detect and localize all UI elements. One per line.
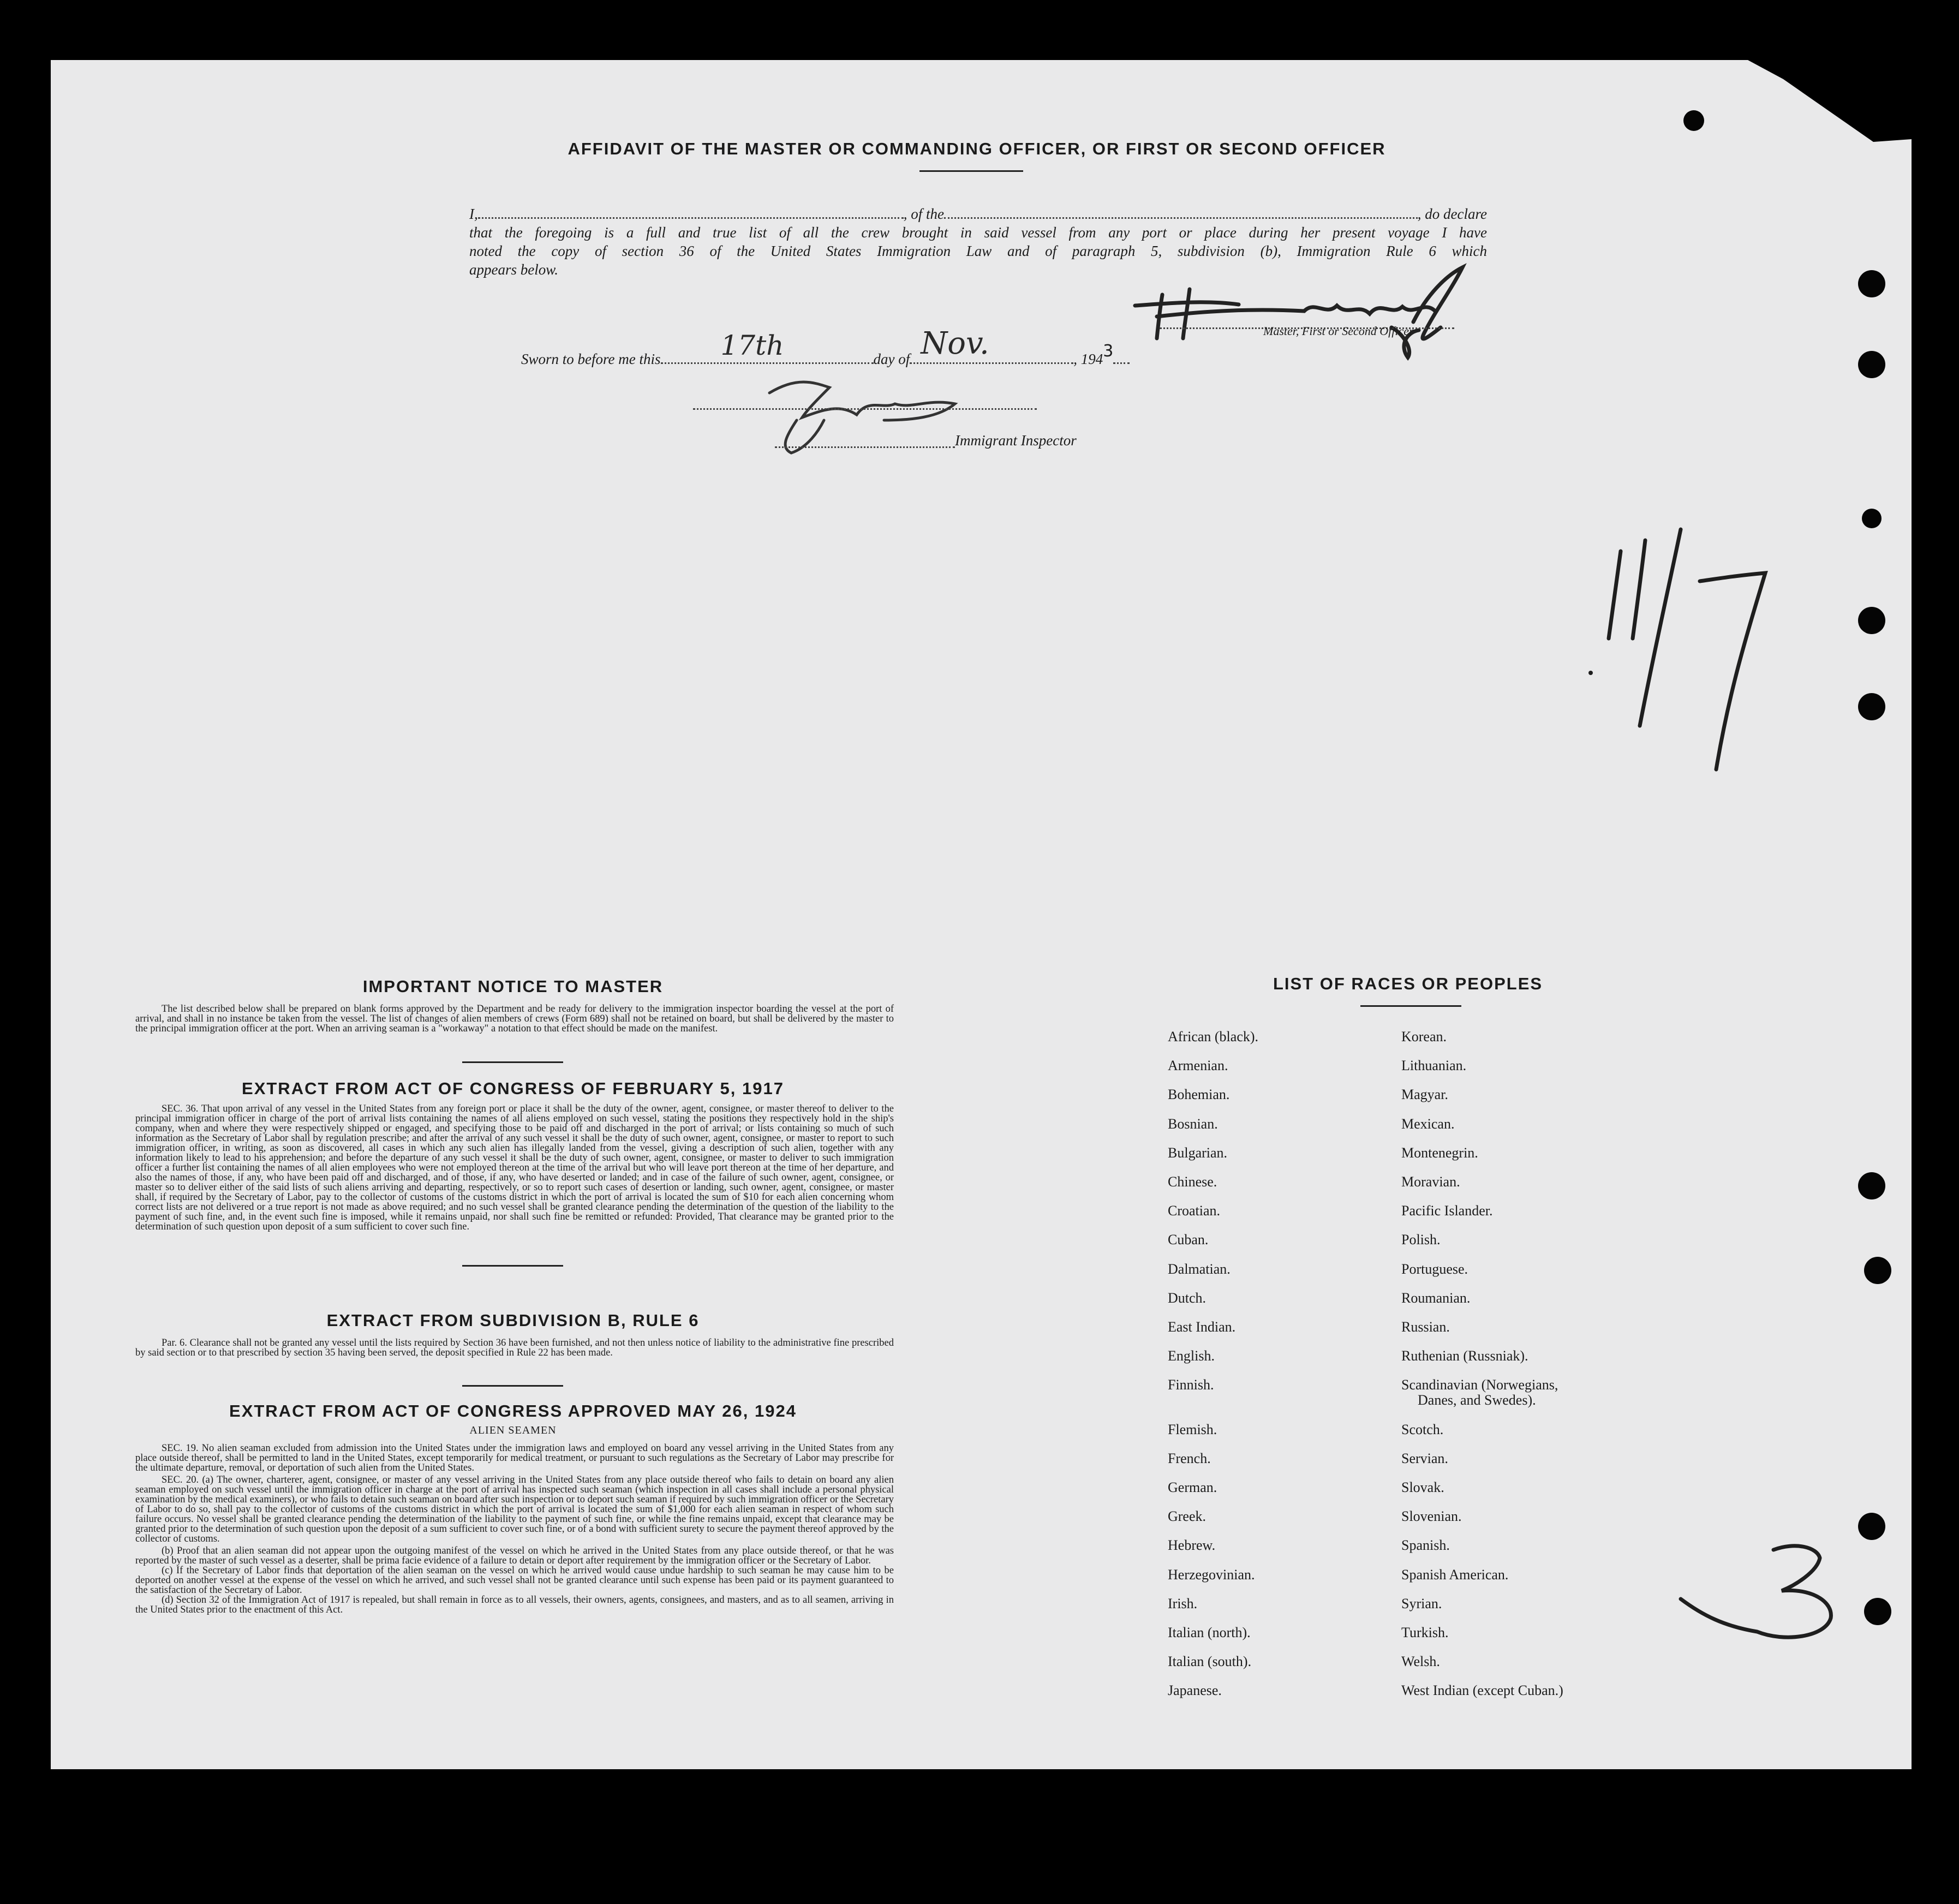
race-item: Polish. — [1401, 1232, 1441, 1248]
race-item: Greek. — [1168, 1508, 1207, 1525]
race-item: Bohemian. — [1168, 1087, 1230, 1103]
extract-1924-title: EXTRACT FROM ACT OF CONGRESS APPROVED MAY 26, 1924 — [229, 1401, 797, 1420]
extract-1917-body — [135, 1104, 894, 1232]
race-item: Hebrew. — [1168, 1537, 1216, 1554]
race-item: Cuban. — [1168, 1232, 1209, 1248]
inspector-label: Immigrant Inspector — [955, 432, 1077, 449]
punch-hole — [1858, 607, 1885, 634]
extract-1924-sec20b: (b) Proof that an alien seaman did not appear upon the outgoing manifest of the vessel on which he arrived in the United States from any place outside thereof, or that he was reported by the master of such vessel as a deserter, shall be prima facie evidence of a failure to detain or deport after requirement by the immigration officer or the Secretary of Labor. — [135, 1545, 894, 1566]
extract-1924-sec20d: (d) Section 32 of the Immigration Act of 1917 is repealed, but shall remain in force as to all vessels, their owners, agents, consignees, and masters, and as to all seamen, arriving in the United States prior to the enactment of this Act. — [135, 1595, 894, 1615]
notice-title: IMPORTANT NOTICE TO MASTER — [362, 977, 664, 996]
race-item: Italian (north). — [1168, 1625, 1251, 1640]
subdiv-b-par6: Par. 6. Clearance shall not be granted any vessel until the lists required by Section 36 have been furnished, and not then unless notice of liability to the administrative fine prescribed by said section or to that prescribed by section 35 having been served, the deposit specified in Rule 22 has been made. — [135, 1338, 894, 1358]
handwritten-page-number — [1670, 1533, 1855, 1654]
race-item: Slovak. — [1401, 1479, 1444, 1495]
punch-hole — [1862, 509, 1882, 528]
race-item: Mexican. — [1401, 1115, 1455, 1132]
declaration-do-declare: , do declare — [1417, 206, 1487, 222]
race-item: Dutch. — [1168, 1290, 1207, 1306]
races-title: LIST OF RACES OR PEOPLES — [1273, 974, 1543, 993]
declaration-i: I, — [469, 206, 478, 222]
punch-hole — [1858, 1513, 1885, 1540]
race-item: Korean. — [1401, 1029, 1447, 1044]
punch-hole — [1864, 1257, 1891, 1284]
race-item: Spanish American. — [1401, 1566, 1509, 1583]
extract-1924-sec20a: SEC. 20. (a) The owner, charterer, agent, consignee, or master of any vessel arriving in the United States from any place outside thereof who fails to detain on board any alien seaman employed on such vessel until the immigration officer in charge at the port of arrival has inspected such seaman (which inspection in all cases shall include a personal physical examination by the medical examiners), or who fails to detain such seaman on board after such inspection or to deport such seaman if required by such immigration officer or the Secretary of Labor to do so, shall pay to the collector of customs of the customs district in which the port of arrival is located the sum of $1,000 for each alien seaman in respect of whom such failure occurs. No vessel shall be granted clearance pending the determination of the liability to the payment of such fine, or while the fine remains unpaid, except that clearance may be granted prior to the determination of such question upon the deposit of a sum sufficient to cover such fine, or of a bond with sufficient surety to secure the payment thereof approved by the collector of customs. — [135, 1475, 894, 1544]
punch-hole — [1864, 1598, 1891, 1625]
divider — [462, 1061, 563, 1063]
declaration-line-1 — [469, 205, 1487, 223]
month-blank — [910, 326, 1073, 364]
signature-scribble — [1130, 256, 1501, 366]
master-signature — [1130, 256, 1501, 366]
race-item: Russian. — [1401, 1319, 1450, 1335]
extract-1924-body — [135, 1443, 894, 1615]
race-item: Japanese. — [1168, 1682, 1222, 1699]
race-item: Turkish. — [1401, 1625, 1449, 1640]
day-blank — [661, 330, 874, 364]
race-item: Armenian. — [1168, 1058, 1228, 1074]
race-item: Scandinavian (Norwegians, — [1401, 1377, 1558, 1393]
race-item: West Indian (except Cuban.) — [1401, 1682, 1563, 1699]
divider — [462, 1265, 563, 1267]
race-item: Moravian. — [1401, 1174, 1460, 1190]
race-item: Scotch. — [1401, 1421, 1444, 1437]
race-item: French. — [1168, 1450, 1211, 1466]
declaration-line-4: appears below. — [469, 261, 558, 278]
punch-hole — [1858, 1172, 1885, 1199]
race-item: Chinese. — [1168, 1174, 1217, 1190]
race-item: Slovenian. — [1401, 1508, 1462, 1525]
subdiv-b-title: EXTRACT FROM SUBDIVISION B, RULE 6 — [326, 1311, 700, 1330]
extract-1924-subtitle: ALIEN SEAMEN — [469, 1424, 557, 1436]
race-item: Pacific Islander. — [1401, 1203, 1493, 1219]
punch-hole — [1858, 693, 1885, 720]
race-item: East Indian. — [1168, 1319, 1236, 1335]
race-item: Danes, and Swedes). — [1418, 1392, 1536, 1408]
race-item: Flemish. — [1168, 1421, 1217, 1437]
extract-1917-sec36: SEC. 36. That upon arrival of any vessel in the United States from any foreign port or place it shall be the duty of the owner, agent, consignee, or master thereof to deliver to the principal immigration officer in charge of the port of arrival lists containing the names of all aliens employed on such vessel, stating the positions they respectively hold in the ship's company, when and where they were respectively shipped or engaged, and specifying those to be paid off and discharged in the port of arrival; or lists containing so much of such information as the Secretary of Labor shall by regulation prescribe; and after the arrival of any such vessel it shall be the duty of such owner, agent, consignee, or master to report to such immigration officer, in writing, as soon as discovered, all cases in which any such alien has illegally landed from the vessel, giving a description of such alien, together with any information likely to lead to his apprehension; and before the departure of any such vessel it shall be the duty of such owner, agent, consignee, or master to deliver to such immigration officer a further list containing the names of all alien employees who were not employed thereon at the time of the arrival but who will leave port thereon at the time of her departure, and also the names of those, if any, who have been paid off and discharged, and of those, if any, who have deserted or landed; and in case of the failure of such owner, agent, consignee, or master so to deliver either of the said lists of such aliens arriving and departing, respectively, or so to report such cases of desertion or landing, such owner, agent, consignee, or master shall, if required by the Secretary of Labor, pay to the collector of customs of the customs district in which the port of arrival is located the sum of $10 for each alien concerning whom correct lists are not delivered or a true report is not made as above required; and no such vessel shall be granted clearance pending the determination of the question of the liability to the payment of such fine, and, in the event such fine is imposed, while it remains unpaid, nor shall such fine be remitted or refunded: Provided, That clearance may be granted prior to the determination of such question upon deposit of a sum sufficient to cover such fine. — [135, 1103, 894, 1232]
race-item: Finnish. — [1168, 1377, 1214, 1393]
divider — [919, 170, 1023, 172]
race-item: Italian (south). — [1168, 1654, 1252, 1670]
declaration-line-2: that the foregoing is a full and true list of all the crew brought in said vessel from any port or place during her present voyage I have — [469, 224, 1487, 241]
inspector-line-2 — [775, 446, 955, 448]
year-blank — [1113, 362, 1130, 364]
divider — [462, 1385, 563, 1387]
divider — [1360, 1005, 1461, 1007]
race-item: Dalmatian. — [1168, 1261, 1231, 1277]
race-item: Servian. — [1401, 1450, 1448, 1466]
handwritten-date — [1582, 518, 1779, 775]
race-item: Montenegrin. — [1401, 1144, 1478, 1161]
race-item: Herzegovinian. — [1168, 1566, 1255, 1583]
sworn-prefix: Sworn to before me this — [521, 351, 661, 367]
notice-text: The list described below shall be prepared on blank forms approved by the Department and be ready for delivery to the immigration inspector boarding the vessel at the port of arrival, and shall in no instance be taken from the vessel. The list of changes of alien members of crews (Form 689) shall not be retained on board, but shall be delivered by the master to the principal immigration officer at the port. When an arriving seaman is a "workaway" a notation to that effect should be made on the manifest. — [135, 1004, 894, 1034]
extract-1917-title: EXTRACT FROM ACT OF CONGRESS OF FEBRUARY 5, 1917 — [242, 1079, 784, 1098]
inspector-scribble — [748, 366, 977, 458]
race-item: Bosnian. — [1168, 1115, 1218, 1132]
race-item: African (black). — [1168, 1029, 1259, 1044]
punch-hole — [1858, 270, 1885, 297]
handwritten-date-strokes — [1582, 518, 1779, 775]
inspector-signature — [748, 366, 977, 458]
inspector-line-1 — [693, 408, 1037, 410]
extract-1924-sec19: SEC. 19. No alien seaman excluded from admission into the United States under the immigration laws and employed on board any vessel arriving in the United States from any place outside thereof, shall be permitted to land in the United States, except temporarily for medical treatment, or pursuant to such regulations as the Secretary of Labor may prescribe for the ultimate departure, removal, or deportation of such alien from the United States. — [135, 1443, 894, 1473]
race-item: Bulgarian. — [1168, 1144, 1228, 1161]
name-blank — [478, 217, 904, 219]
punch-hole — [1858, 351, 1885, 378]
race-item: Roumanian. — [1401, 1290, 1471, 1306]
signer-role: Master, First or Second Officer — [1263, 324, 1414, 338]
declaration-line-3: noted the copy of section 36 of the United States Immigration Law and of paragraph 5, subdivision (b), Immigration Rule 6 which — [469, 243, 1487, 259]
race-item: Irish. — [1168, 1595, 1198, 1611]
sworn-day: 17th — [720, 330, 784, 361]
race-item: Magyar. — [1401, 1087, 1448, 1103]
handwritten-three-strokes — [1670, 1533, 1855, 1654]
vessel-blank — [944, 217, 1418, 219]
race-item: German. — [1168, 1479, 1217, 1495]
race-item: Syrian. — [1401, 1595, 1442, 1611]
declaration-of-the: , of the — [903, 206, 944, 222]
race-item: Spanish. — [1401, 1537, 1450, 1554]
notice-body — [135, 1004, 894, 1034]
race-item: Croatian. — [1168, 1203, 1221, 1219]
sworn-year-prefix: , 194 — [1073, 351, 1103, 367]
affidavit-title: AFFIDAVIT OF THE MASTER OR COMMANDING OFFICER, OR FIRST OR SECOND OFFICER — [568, 139, 1386, 158]
subdiv-b-body — [135, 1338, 894, 1358]
punch-hole — [1683, 110, 1704, 131]
sworn-month: Nov. — [921, 326, 989, 361]
race-item: Welsh. — [1401, 1654, 1440, 1670]
race-item: Ruthenian (Russniak). — [1401, 1348, 1528, 1364]
sworn-day-of: day of — [873, 351, 910, 367]
extract-1924-sec20c: (c) If the Secretary of Labor finds that deportation of the alien seaman on the vessel on which he arrived would cause undue hardship to such seaman he may cause him to be deported on another vessel at the expense of the vessel on which he arrived, and such vessel shall not be granted clearance until such expense has been paid or its payment guaranteed to the satisfaction of the Secretary of Labor. — [135, 1565, 894, 1596]
race-item: Portuguese. — [1401, 1261, 1468, 1277]
race-item: English. — [1168, 1348, 1215, 1364]
sworn-year-digit: 3 — [1103, 342, 1114, 361]
race-item: Lithuanian. — [1401, 1058, 1467, 1074]
